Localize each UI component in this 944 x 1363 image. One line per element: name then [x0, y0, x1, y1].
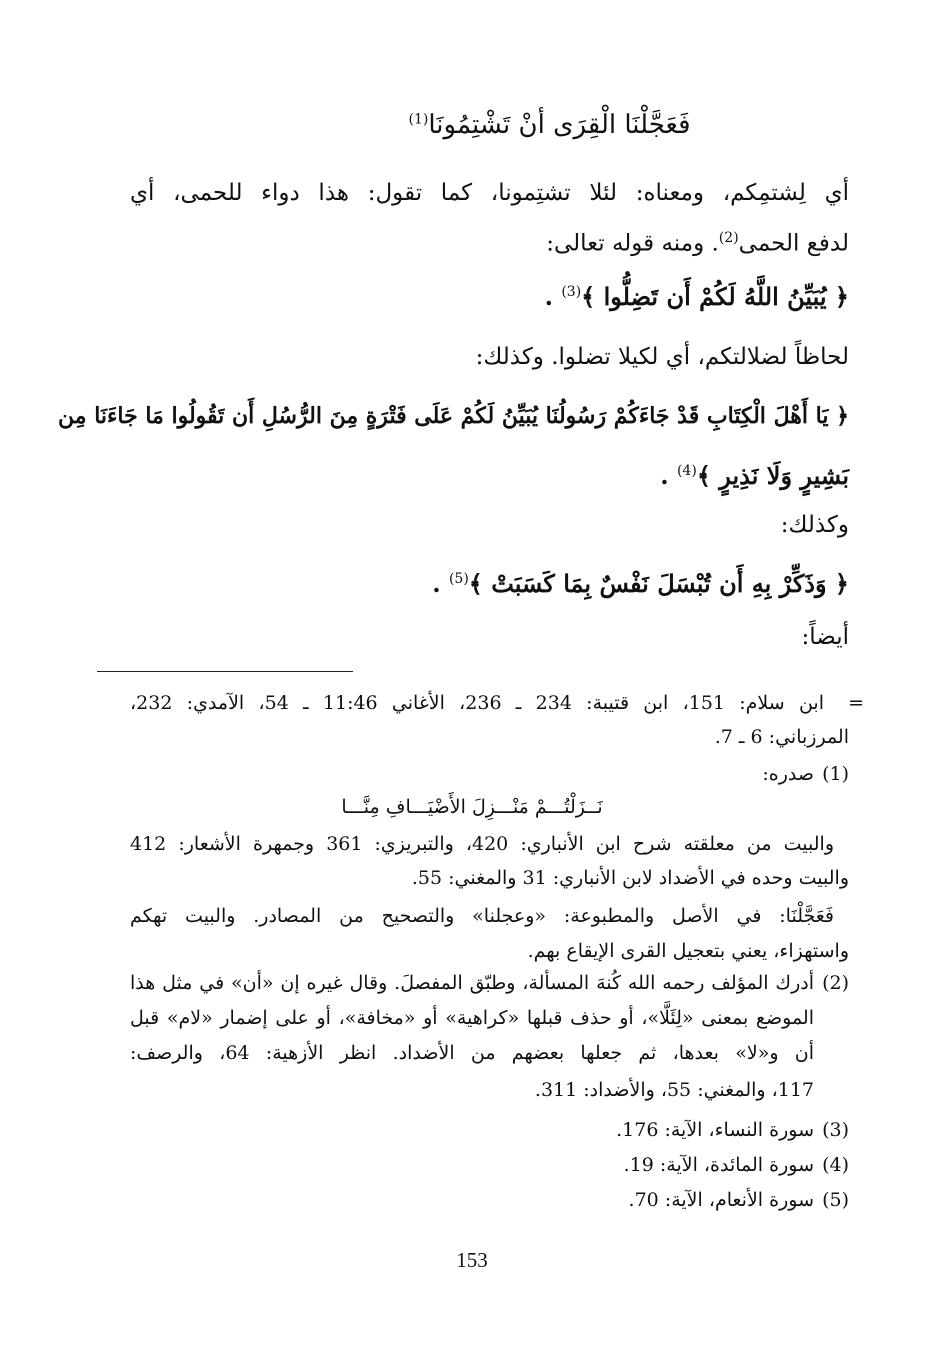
footnote-5-number: (5) [822, 1189, 849, 1211]
footnote-3-number: (3) [822, 1119, 849, 1141]
footnote-continuation-line-1: ابن سلام: 151، ابن قتيبة: 234 ـ 236، الأغاني 11:46 ـ 54، الآمدي: 232، [130, 692, 824, 714]
quran-quote-2-line-2 [130, 451, 849, 496]
quran-quote-3 [130, 559, 849, 604]
paragraph-3: وكذلك: [780, 512, 849, 538]
footnote-1-line-5: واستهزاء، يعني بتعجيل القرى الإيقاع بهم. [527, 940, 849, 962]
footnote-1-number: (1) [822, 763, 849, 785]
footnote-2-number: (2) [822, 972, 849, 994]
footnote-2-line-3: أن و«لا» بعدها، ثم جعلها بعضهم من الأضداد. انظر الأزهية: 64، والرصف: [130, 1042, 814, 1064]
paragraph-1-line-1: أي لِشتمِكم، ومعناه: لئلا تشتِمونا، كما تقول: هذا دواء للحمى، أي [130, 180, 849, 206]
text-span: لدفع الحمى [738, 230, 849, 257]
footnote-separator [97, 671, 353, 672]
paragraph-4: أيضاً: [801, 624, 849, 650]
footnote-continuation-line-2: المرزباني: 6 ـ 7. [714, 726, 849, 748]
quran-text: بَشِيرٍ وَلَا نَذِيرٍ ﴾ [696, 461, 849, 490]
footnote-2-line-2: الموضع بمعنى «لِئَلَّا»، أو حذف قبلها «كراهية» أو «مخافة»، أو على إضمار «لام» قبل [130, 1007, 814, 1029]
quran-quote-2-line-1: ﴿ يَا أَهْلَ الْكِتَابِ قَدْ جَاءَكُمْ رَسُولُنَا يُبَيِّنُ لَكُمْ عَلَى فَتْرَةٍ مِنَ الرُّسُلِ أَن تَقُولُوا مَا جَاءَنَا مِن [58, 403, 849, 429]
footnote-3-text: سورة النساء، الآية: 176. [616, 1119, 814, 1141]
footnote-5-text: سورة الأنعام، الآية: 70. [628, 1189, 814, 1211]
footnote-ref-4: (4) [676, 463, 697, 479]
text-span: . ومنه قوله تعالى: [546, 230, 719, 257]
footnote-1-line-3: والبيت وحده في الأضداد لابن الأنباري: 31 والمغني: 55. [411, 867, 849, 889]
footnote-1-verse: نَــزَلْتُـــمْ مَنْـــزِلَ الأَضْيَـــافِ مِنَّـــا [341, 796, 603, 818]
quran-text: ﴿ يُبَيِّنُ اللَّهُ لَكُمْ أَن تَضِلُّوا ﴾ [581, 282, 849, 311]
footnote-2-line-4: 117، والمغني: 55، والأضداد: 311. [534, 1079, 814, 1101]
footnote-1-line-2: والبيت من معلقته شرح ابن الأنباري: 420، والتبريزي: 361 وجمهرة الأشعار: 412 [130, 833, 835, 855]
paragraph-2: لحاظاً لضلالتكم، أي لكيلا تضلوا. وكذلك: [475, 344, 849, 370]
footnote-ref-5: (5) [448, 571, 469, 587]
footnote-4-number: (4) [822, 1154, 849, 1176]
quran-text: ﴿ وَذَكِّرْ بِهِ أَن تُبْسَلَ نَفْسٌ بِمَا كَسَبَتْ ﴾ [468, 569, 849, 598]
footnote-1-line-1: صدره: [762, 763, 814, 785]
footnote-ref-2: (2) [718, 230, 739, 246]
footnote-ref-3: (3) [561, 284, 582, 300]
footnote-2-line-1: أدرك المؤلف رحمه الله كُنهَ المسألة، وطبّق المفصلَ. وقال غيره إن «أن» في مثل هذا [130, 972, 814, 994]
text-span: . [660, 461, 677, 490]
text-span: . [432, 569, 449, 598]
paragraph-1-line-2 [130, 218, 849, 264]
quran-quote-1 [130, 272, 849, 317]
page-number: 153 [456, 1248, 488, 1272]
verse-text: فَعَجَّلْنَا الْقِرَى أنْ تَشْتِمُونَا [428, 110, 691, 140]
poetry-verse [250, 110, 849, 140]
footnote-ref-1: (1) [408, 111, 429, 128]
text-span: . [544, 282, 562, 311]
footnote-1-line-4: فَعَجَّلْنَا: في الأصل والمطبوعة: «وعجلنا» والتصحيح من المصادر. والبيت تهكم [130, 905, 834, 927]
footnote-4-text: سورة المائدة، الآية: 19. [623, 1154, 814, 1176]
continuation-mark: = [848, 692, 864, 714]
